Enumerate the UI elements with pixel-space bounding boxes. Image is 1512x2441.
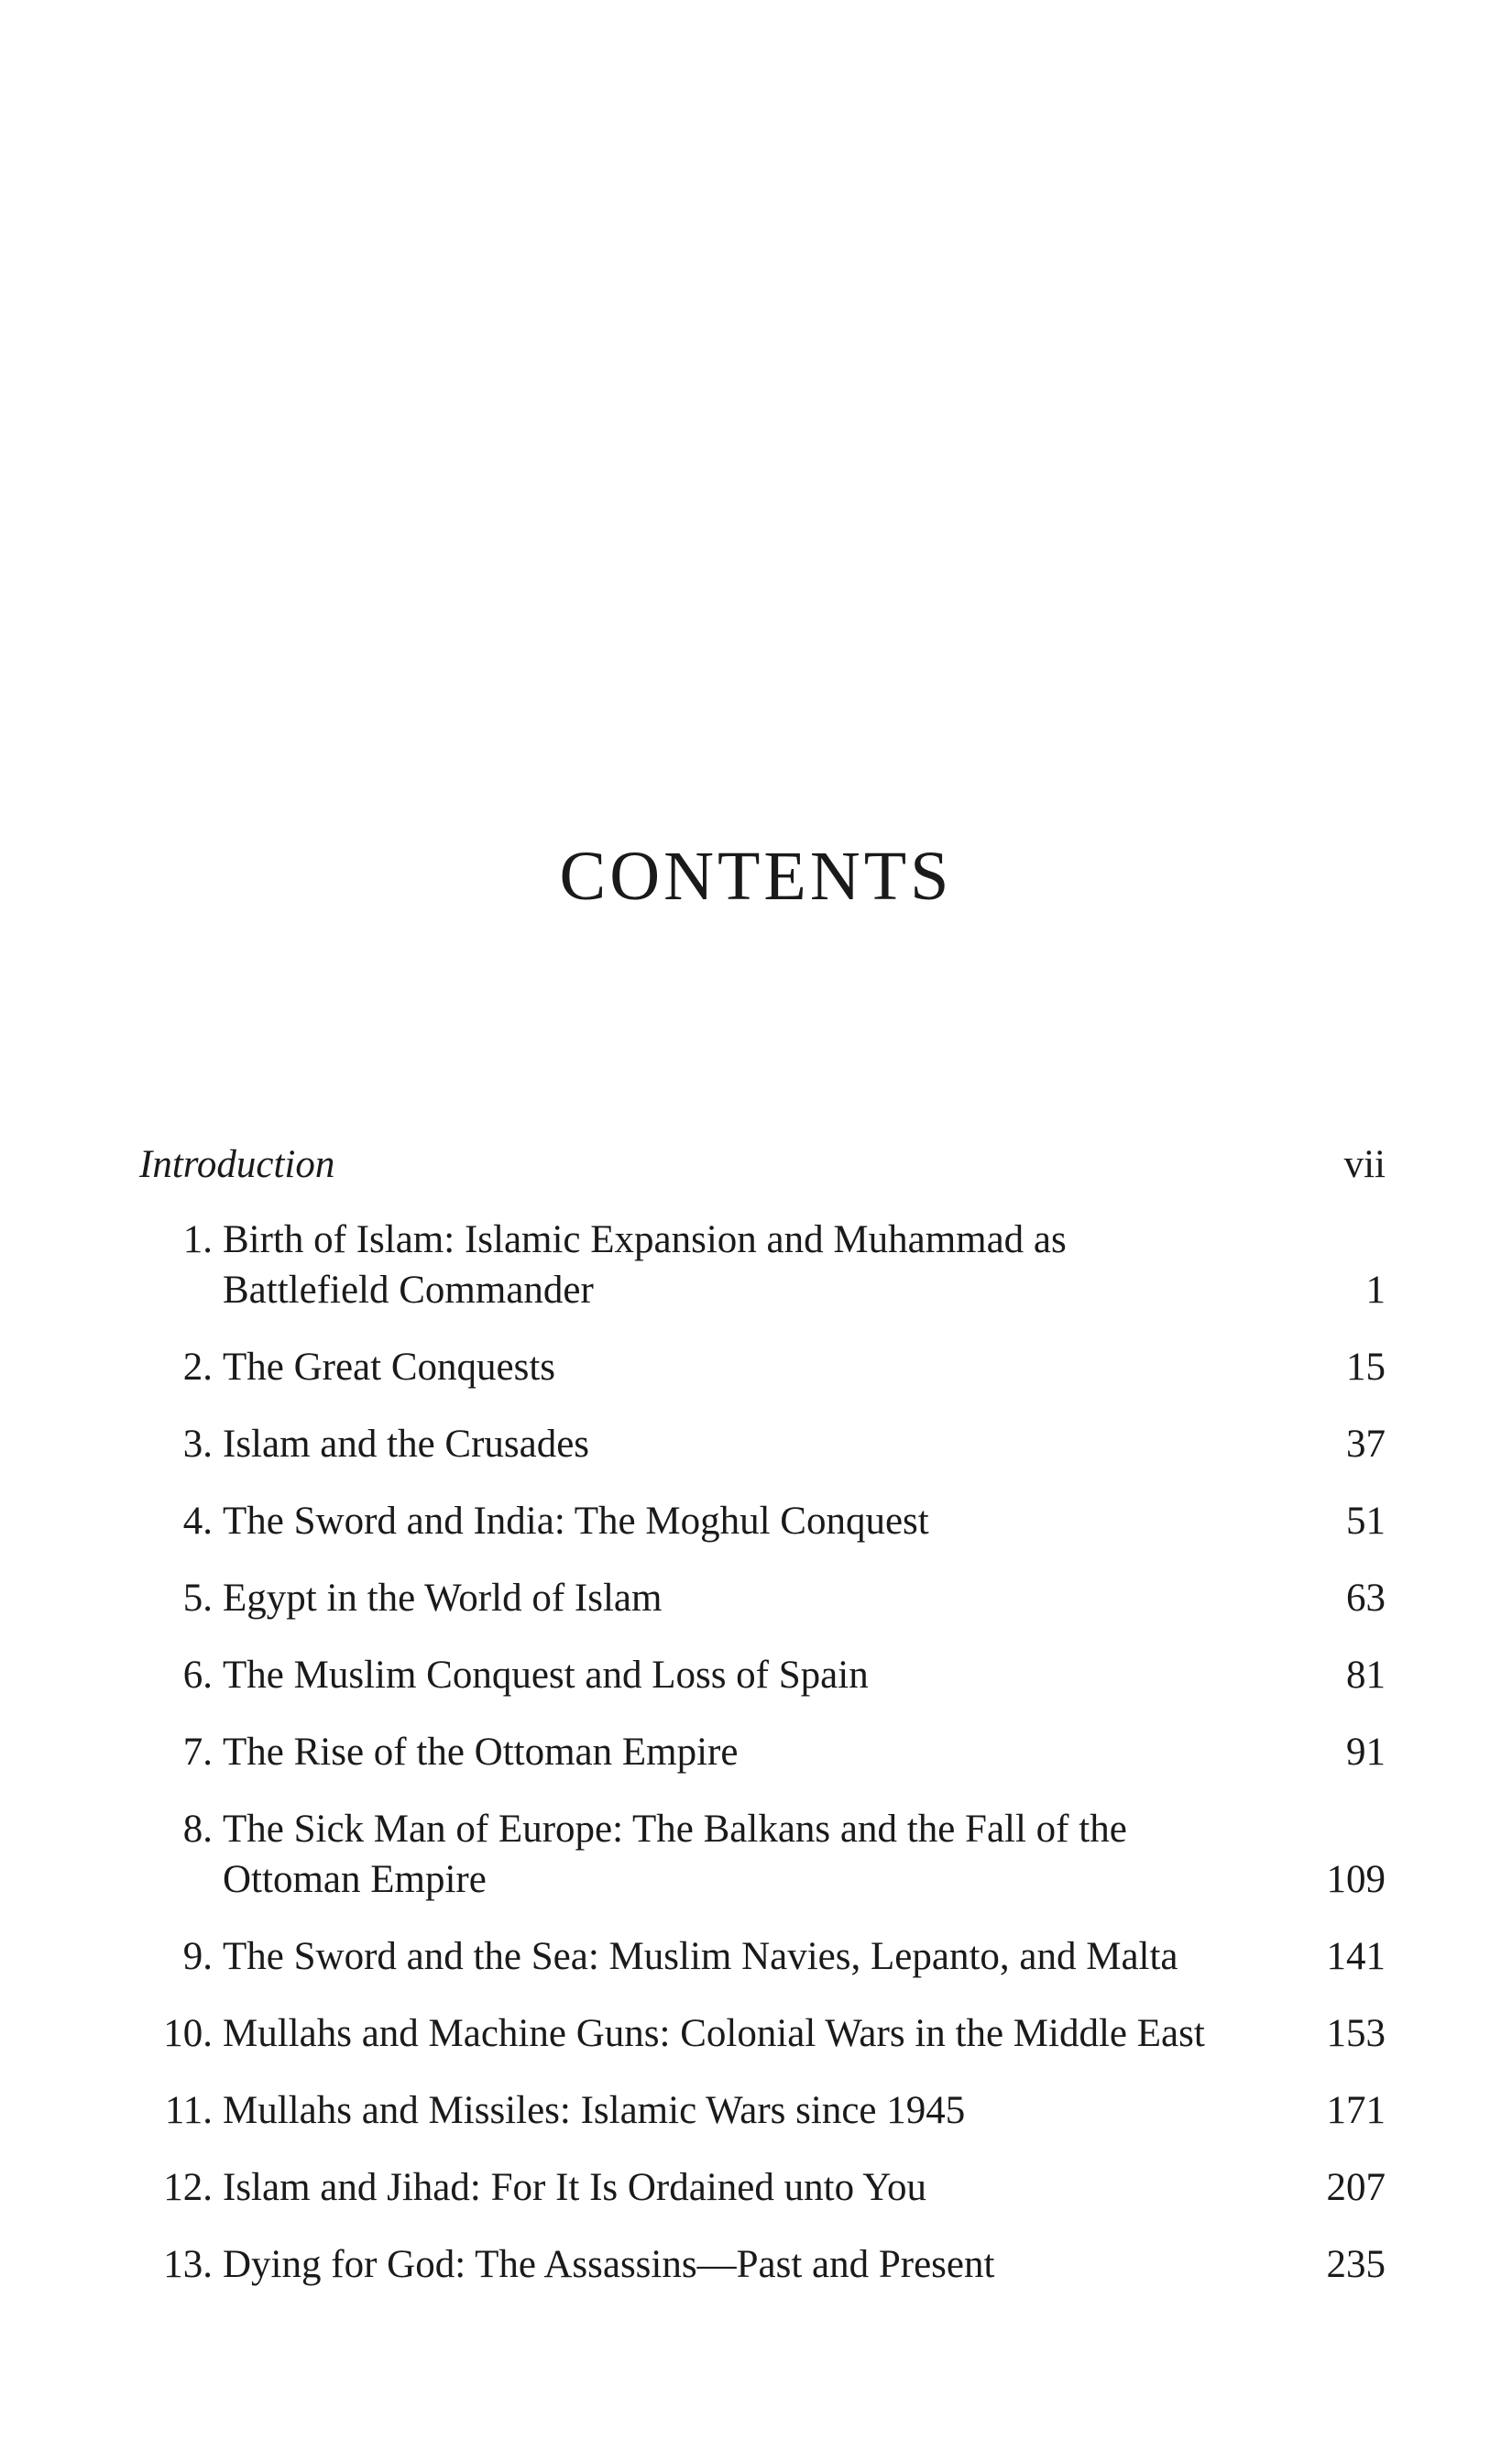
page-title: CONTENTS	[559, 838, 953, 915]
toc-entry-body	[213, 1727, 1346, 1777]
toc-entry-body	[213, 1342, 1346, 1392]
toc-entry-chapter-3	[139, 1419, 1386, 1469]
toc-entry-number: 9.	[182, 1935, 213, 1978]
toc-entry-page: 141	[1326, 1935, 1386, 1978]
toc-entry-number: 5.	[182, 1577, 213, 1620]
toc-entry-body	[213, 1931, 1327, 1982]
toc-entry-body	[213, 2239, 1327, 2290]
toc-entry-title-line: Ottoman Empire	[223, 1858, 487, 1901]
toc-entry-number: 4.	[182, 1500, 213, 1543]
toc-entry-body	[213, 1496, 1346, 1546]
toc-entry-title-line: The Great Conquests	[223, 1346, 556, 1389]
toc-entry-page: 171	[1326, 2089, 1386, 2132]
toc-entry-title-line: Islam and Jihad: For It Is Ordained unto You	[223, 2166, 926, 2209]
toc-entry-number: 12.	[163, 2166, 213, 2209]
toc-entry-number: 13.	[163, 2243, 213, 2286]
toc-entry-body	[213, 2085, 1327, 2136]
toc-entry-body	[213, 2162, 1327, 2213]
toc-entry-title-line: The Sick Man of Europe: The Balkans and the Fall of the	[223, 1808, 1127, 1851]
toc-entry-page: 15	[1346, 1346, 1386, 1389]
toc-entry-body	[213, 1804, 1327, 1905]
toc-entry-chapter-11	[139, 2085, 1386, 2136]
toc-entry-title-line: Dying for God: The Assassins—Past and Present	[223, 2243, 995, 2286]
toc-entry-body	[213, 1215, 1366, 1315]
toc-entry-number: 7.	[182, 1731, 213, 1774]
toc-entry-chapter-9	[139, 1931, 1386, 1982]
toc-entry-page: 51	[1346, 1500, 1386, 1543]
toc-entry-number: 11.	[164, 2089, 213, 2132]
toc-entry-number: 6.	[182, 1654, 213, 1697]
toc-entry-number: 8.	[182, 1808, 213, 1851]
toc-entry-page: 37	[1346, 1423, 1386, 1466]
toc-entry-page: 235	[1326, 2243, 1386, 2286]
toc-entry-title-line: Egypt in the World of Islam	[223, 1577, 663, 1620]
toc-entry-page: 63	[1346, 1577, 1386, 1620]
toc-entry-number: 3.	[182, 1423, 213, 1466]
toc-entry-page: 153	[1326, 2012, 1386, 2055]
toc-entry-chapter-7	[139, 1727, 1386, 1777]
toc-entry-chapter-4	[139, 1496, 1386, 1546]
toc-entry-chapter-6	[139, 1650, 1386, 1700]
toc-entry-page: 109	[1326, 1858, 1386, 1901]
toc-entry-chapter-10	[139, 2008, 1386, 2059]
toc-entry-chapter-2	[139, 1342, 1386, 1392]
toc-entry-introduction	[139, 1139, 1386, 1190]
toc-entry-number: 10.	[163, 2012, 213, 2055]
toc-entry-title-line: The Sword and India: The Moghul Conquest	[223, 1500, 929, 1543]
toc-entry-page: 91	[1346, 1731, 1386, 1774]
table-of-contents	[139, 1139, 1386, 2316]
toc-entry-body	[213, 1573, 1346, 1623]
toc-entry-body	[213, 1650, 1346, 1700]
toc-entry-body	[139, 1139, 1344, 1190]
toc-entry-chapter-1	[139, 1215, 1386, 1315]
toc-entry-page: vii	[1343, 1143, 1386, 1186]
toc-entry-chapter-12	[139, 2162, 1386, 2213]
toc-entry-title-line: The Rise of the Ottoman Empire	[223, 1731, 739, 1774]
toc-entry-title-line: The Sword and the Sea: Muslim Navies, Lepanto, and Malta	[223, 1935, 1178, 1978]
toc-entry-number: 1.	[182, 1218, 213, 1261]
toc-entry-title-line: Birth of Islam: Islamic Expansion and Muhammad as	[223, 1218, 1067, 1261]
toc-entry-title-line: Mullahs and Missiles: Islamic Wars since 1945	[223, 2089, 966, 2132]
toc-entry-title-line: The Muslim Conquest and Loss of Spain	[223, 1654, 869, 1697]
toc-entry-body	[213, 1419, 1346, 1469]
toc-entry-number: 2.	[182, 1346, 213, 1389]
toc-entry-title-line: Mullahs and Machine Guns: Colonial Wars in the Middle East	[223, 2012, 1205, 2055]
toc-entry-page: 1	[1365, 1269, 1386, 1312]
toc-entry-page: 81	[1346, 1654, 1386, 1697]
toc-entry-body	[213, 2008, 1327, 2059]
toc-entry-title: Introduction	[139, 1143, 335, 1186]
toc-entry-chapter-8	[139, 1804, 1386, 1905]
toc-entry-title-line: Islam and the Crusades	[223, 1423, 590, 1466]
toc-entry-title-line: Battlefield Commander	[223, 1269, 594, 1312]
toc-entry-chapter-13	[139, 2239, 1386, 2290]
toc-entry-page: 207	[1326, 2166, 1386, 2209]
toc-entry-chapter-5	[139, 1573, 1386, 1623]
